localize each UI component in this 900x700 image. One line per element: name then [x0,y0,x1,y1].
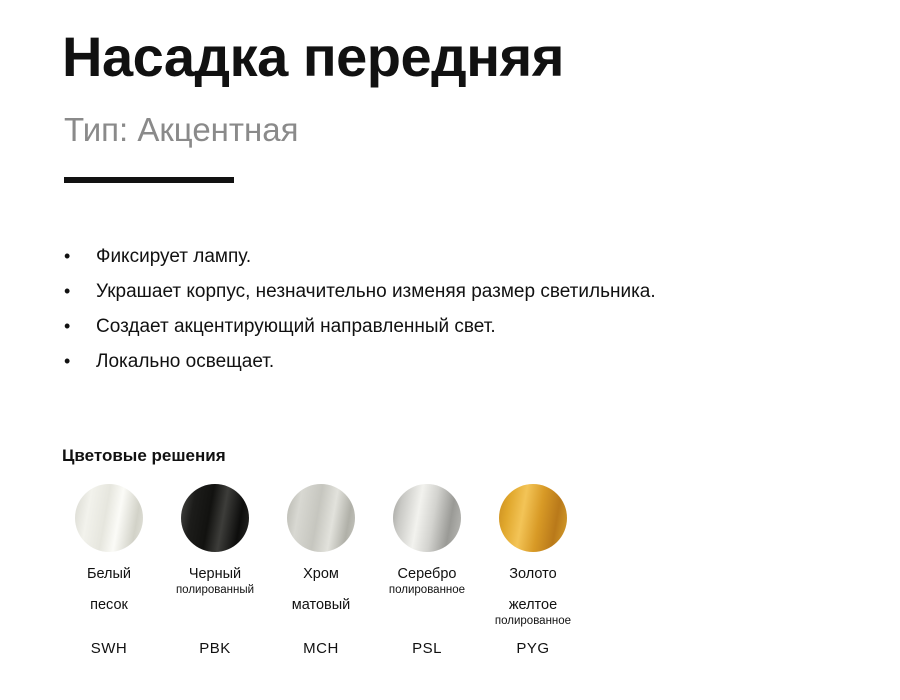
swatch-finish: полированное [494,615,572,627]
list-item [64,278,844,305]
feature-list [64,243,844,383]
bullet-icon: • [64,281,71,301]
color-swatch-list [56,484,586,657]
list-item-label: Фиксирует лампу. [96,246,252,267]
swatch-name-line2: песок [90,597,128,613]
bullet-icon: • [64,246,71,266]
page-title: Насадка передняя [62,25,564,88]
color-swatch-swh[interactable] [56,484,162,657]
color-swatch-mch[interactable] [268,484,374,657]
swatch-circle-icon [181,484,249,552]
title-divider [64,177,234,183]
swatch-name: Белый [86,566,132,582]
swatch-name: Серебро [397,566,457,582]
swatch-name-line2: желтое [508,597,558,613]
swatch-finish: полированный [175,584,255,596]
page-subtitle: Тип: Акцентная [64,111,299,148]
color-swatch-pbk[interactable] [162,484,268,657]
list-item-label: Создает акцентирующий направленный свет. [96,316,496,337]
list-item-label: Локально освещает. [96,351,275,372]
swatch-circle-icon [75,484,143,552]
swatch-code: SWH [90,640,128,657]
swatch-name-line2: матовый [291,597,351,613]
color-swatch-pyg[interactable] [480,484,586,657]
bullet-icon: • [64,351,71,371]
swatch-circle-icon [393,484,461,552]
swatch-finish: полированное [388,584,466,596]
swatch-code: MCH [303,640,339,657]
swatch-circle-icon [287,484,355,552]
list-item [64,348,844,375]
swatch-code: PYG [516,640,550,657]
swatch-name: Черный [188,566,242,582]
swatch-circle-icon [499,484,567,552]
bullet-icon: • [64,316,71,336]
list-item [64,243,844,270]
swatch-code: PBK [199,640,231,657]
swatch-code: PSL [412,640,442,657]
swatch-name: Золото [509,566,557,582]
list-item [64,313,844,340]
list-item-label: Украшает корпус, незначительно изменяя размер светильника. [96,281,656,302]
color-swatch-psl[interactable] [374,484,480,657]
colors-heading: Цветовые решения [62,446,226,465]
swatch-name: Хром [303,566,339,582]
